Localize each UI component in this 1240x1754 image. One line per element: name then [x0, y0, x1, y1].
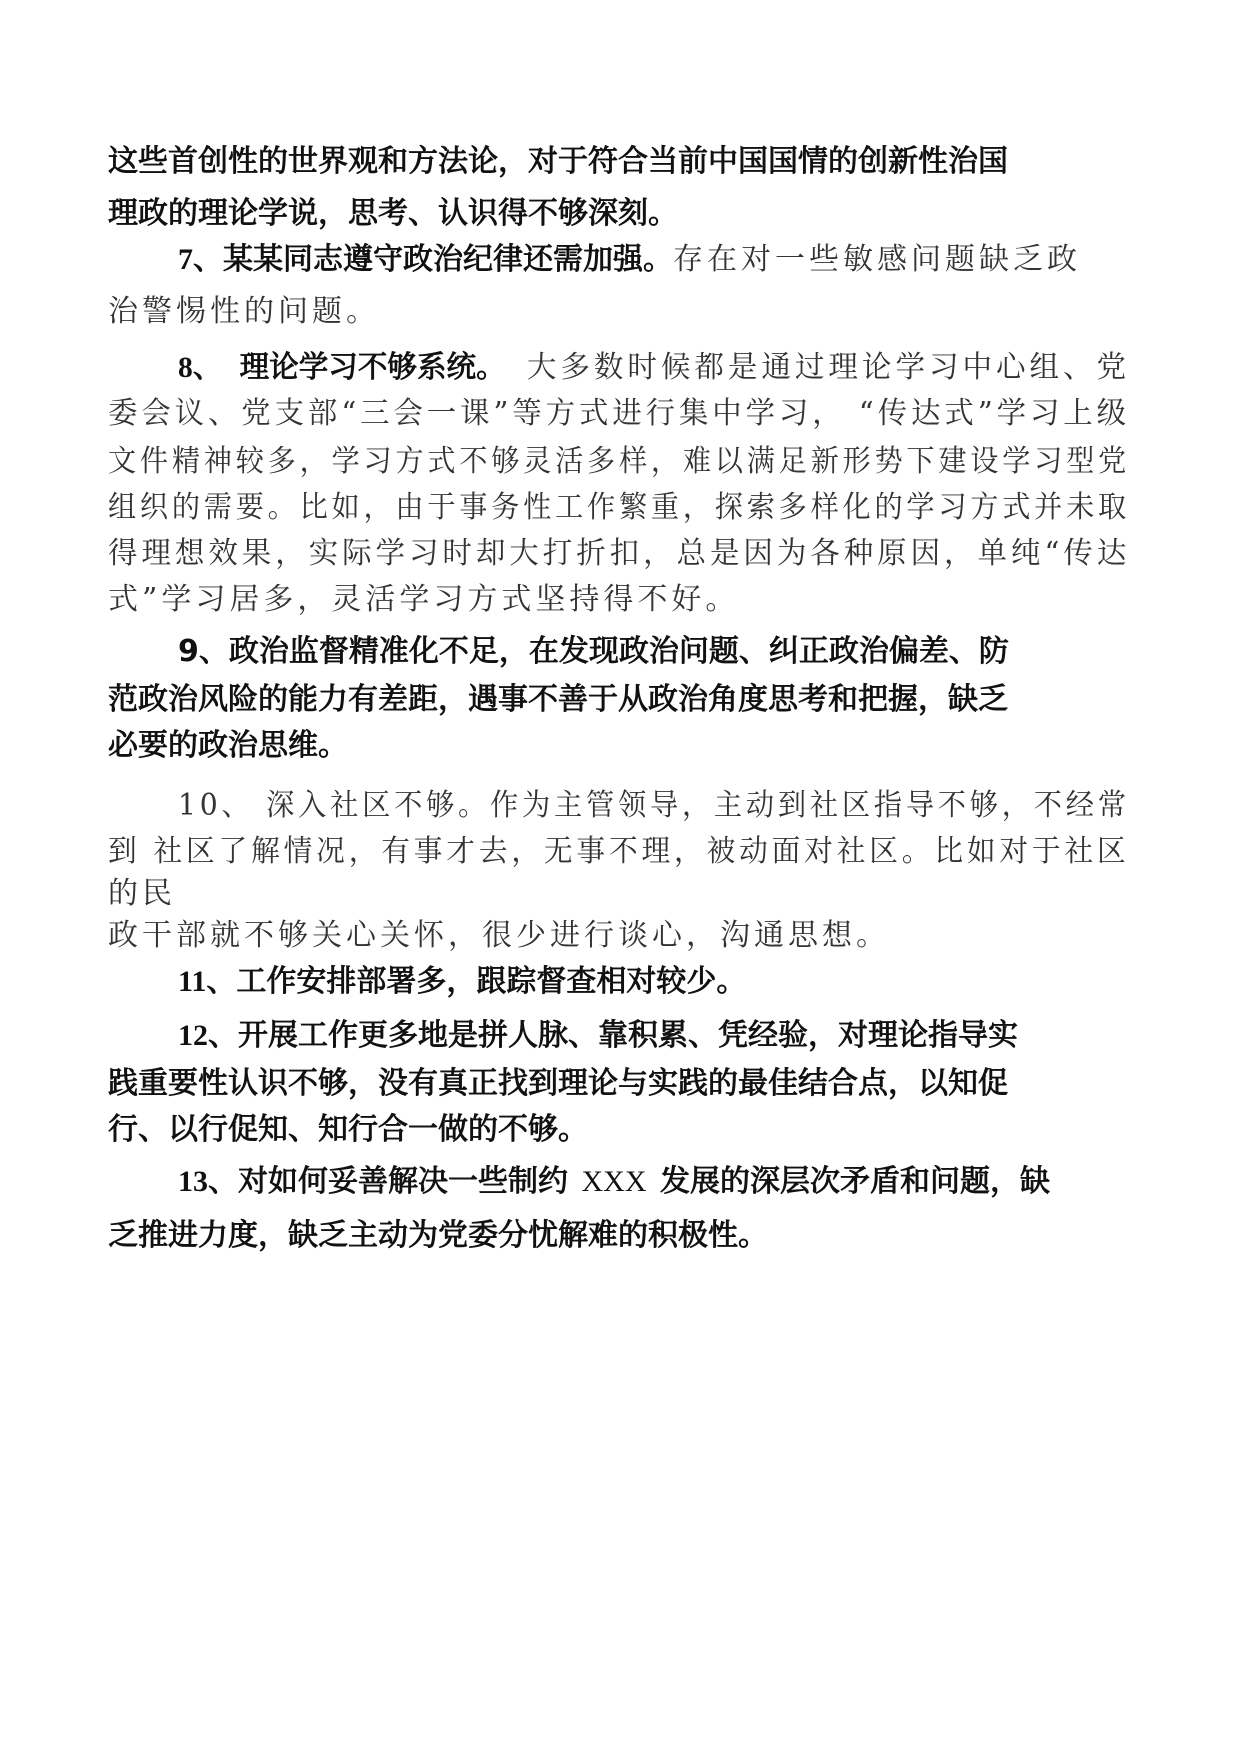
item-8-text: 大多数时候都是通过理论学习中心组、党: [526, 350, 1130, 385]
item-11-number: 11: [178, 965, 207, 998]
item-10-line-2: 到 社区了解情况，有事才去，无事不理，被动面对社区。比如对于社区: [108, 834, 1130, 869]
item-9-line-2: 范政治风险的能力有差距，遇事不善于从政治角度思考和把握，缺乏: [108, 682, 1008, 717]
item-8-line-2: 委会议、党支部“三会一课”等方式进行集中学习， “传达式”学习上级: [108, 396, 1130, 431]
paragraph-continued-line-1: 这些首创性的世界观和方法论，对于符合当前中国国情的创新性治国: [108, 144, 1008, 179]
item-10-line-4: 政干部就不够关心关怀，很少进行谈心，沟通思想。: [108, 918, 890, 953]
item-13-line-1: [178, 1162, 1050, 1202]
item-8-line-5: 得理想效果，实际学习时却大打折扣，总是因为各种原因，单纯“传达: [108, 536, 1131, 571]
item-10-line-3: 的民: [108, 876, 176, 911]
item-7-text: 存在对一些敏感问题缺乏政: [673, 242, 1081, 277]
item-13-xxx: XXX: [581, 1165, 647, 1198]
item-12-line-3: 行、以行促知、知行合一做的不够。: [108, 1112, 588, 1147]
item-8-number: 8、: [178, 351, 223, 384]
item-8-line-6: 式”学习居多，灵活学习方式坚持得不好。: [108, 582, 740, 617]
item-13-number: 13: [178, 1165, 208, 1198]
item-7-heading: 某某同志遵守政治纪律还需加强。: [223, 242, 673, 277]
item-9-line-3: 必要的政治思维。: [108, 728, 348, 763]
item-10-line-1: 10、 深入社区不够。作为主管领导，主动到社区指导不够，不经常: [178, 788, 1130, 823]
item-12-text: 、开展工作更多地是拼人脉、靠积累、凭经验，对理论指导实: [208, 1018, 1018, 1053]
item-8-heading: 理论学习不够系统。: [239, 350, 506, 385]
item-11-line: [178, 962, 746, 1002]
item-12-number: 12: [178, 1019, 208, 1052]
item-8-line-3: 文件精神较多，学习方式不够灵活多样，难以满足新形势下建设学习型党: [108, 444, 1130, 479]
item-13-line-2: 乏推进力度，缺乏主动为党委分忧解难的积极性。: [108, 1218, 768, 1253]
item-11-text: 、工作安排部署多，跟踪督查相对较少。: [206, 964, 747, 999]
item-8-line-1: [178, 348, 1130, 388]
item-12-line-2: 践重要性认识不够，没有真正找到理论与实践的最佳结合点，以知促: [108, 1066, 1008, 1101]
item-7-line-1: [178, 240, 1081, 280]
paragraph-continued-line-2: 理政的理论学说，思考、认识得不够深刻。: [108, 196, 678, 231]
item-13-text-c: 发展的深层次矛盾和问题，缺: [660, 1164, 1050, 1199]
item-7-number: 7、: [178, 243, 223, 276]
item-12-line-1: [178, 1016, 1018, 1056]
item-9-line-1: 9、政治监督精准化不足，在发现政治问题、纠正政治偏差、防: [178, 634, 1009, 669]
item-8-line-4: 组织的需要。比如，由于事务性工作繁重，探索多样化的学习方式并未取: [108, 490, 1130, 525]
item-13-text-a: 、对如何妥善解决一些制约: [208, 1164, 568, 1199]
item-7-line-2: 治警惕性的问题。: [108, 294, 380, 329]
